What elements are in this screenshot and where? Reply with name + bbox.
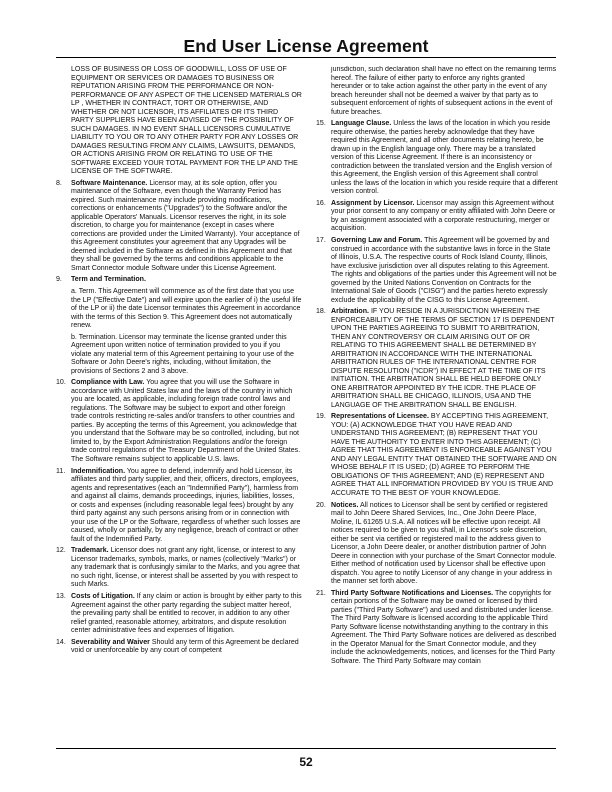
section-number: 13. <box>56 593 66 600</box>
section-text: Licensor does not grant any right, license, or interest to any Licensor trademarks, symbols, marks, or names (collectively "Marks") or any trademark that is confusingly similar to the Marks, and you agree that no such right, license, or interest shall be asserted by you with respect to such Marks. <box>71 547 300 589</box>
section-number: 16. <box>316 199 326 207</box>
section-text: Unless the laws of the location in which you reside require otherwise, the parties hereby acknowledge that they have required this Agreement, and all other documents relating hereto, be drawn up in the English language only. There may be a translated version of this License Agreement. If there is an inconsistency or contradiction between the translated version and the English version of this Agreement, the English version of this Agreement shall control unless the laws of the location in which you reside require that a different version control. <box>331 120 558 196</box>
section-17 <box>316 237 558 305</box>
section-number: 21. <box>316 589 326 597</box>
section-text: You agree to defend, indemnify and hold Licensor, its affiliates and third party supplier, and their, officers, directors, employees, agents and representatives (each an "Indemnified Party"), harmless from and against all claims, demands proceedings, injuries, liabilities, losses, or costs and expenses (including reasonable legal fees) brought by any third party against any such persons arising from or in connection with your use of the LP or the Software, regardless of whether such losses are caused, wholly or partially, by any negligence, breach of contract or other fault of the Indemnified Party. <box>71 467 301 543</box>
section-number: 20. <box>316 501 326 509</box>
section-number: 11. <box>56 467 66 475</box>
section-11 <box>56 468 302 545</box>
right-column <box>316 66 558 744</box>
section-heading: Compliance with Law. <box>71 379 145 387</box>
section-20 <box>316 502 558 587</box>
section-heading: Arbitration. <box>331 308 369 316</box>
section-heading: Language Clause. <box>331 120 392 128</box>
section-21 <box>316 590 558 667</box>
section-heading: Third Party Software Notifications and Licenses. <box>331 589 494 597</box>
section-heading: Indemnification. <box>71 467 126 475</box>
section-heading: Notices. <box>331 501 359 509</box>
section-text: You agree that you will use the Software in accordance with United States law and the laws of the country in which you are located, as applicable, including foreign trade control laws and regulations. The Software may be subject to export and other foreign trade controls restricting re-sales and/or transfers to other countries and parties. By accepting the terms of this Agreement, you acknowledge that you understand that the Software may be so controlled, including, but not limited to, by the Export Administration Regulations and/or the foreign trade control regulations of the Treasury Department of the United States. The Software remains subject to applicable U.S. laws. <box>71 379 301 463</box>
section-15 <box>316 120 558 197</box>
section-16 <box>316 200 558 234</box>
section-text: The copyrights for certain portions of the Software may be owned or licensed by third parties ("Third Party Software") and used and distributed under license. The Third Party Software is licensed according to the applicable Third Party Software license notwithstanding anything to the contrary in this Agreement. The Third Party Software notices are delivered as described in the Operator Manual for the Smart Connector module, and they include the acknowledgements, notices, and licenses for the Third Party Software. The Third Party Software may contain <box>331 589 557 665</box>
section-19 <box>316 413 558 498</box>
section-heading: Trademark. <box>71 547 109 555</box>
section-number: 9. <box>56 276 62 284</box>
page-number: 52 <box>299 755 313 769</box>
section-number: 14. <box>56 638 66 646</box>
section-text: All notices to Licensor shall be sent by certified or registered mail to John Deere Shared Services, Inc., One John Deere Place, Moline, IL 61265 U.S.A. All notices will be effective upon receipt. All notices required to be given to you shall, in Licensor's sole discretion, either be sent via certified or registered mail to the address given to Licensor, a John Deere dealer, or another distribution partner of John Deere in connection with your purchase of the Smart Connector module. Either method of notification used by Licensor shall be effective upon dispatch. You agree to notify Licensor of any change in your address in the manner set forth above. <box>331 501 557 586</box>
section-text: IF YOU RESIDE IN A JURISDICTION WHEREIN THE ENFORCEABILITY OF THE TERMS OF SECTION 17 IS DEPENDENT UPON THE PARTIES AGREEING TO SUBMIT TO ARBITRATION, THEN ANY CONTROVERSY OR CLAIM ARISING OUT OF OR RELATING TO THIS AGREEMENT SHALL BE DETERMINED BY ARBITRATION IN ACCORDANCE WITH THE INTERNATIONAL ARBITRATION RULES OF THE INTERNATIONAL CENTRE FOR DISPUTE RESOLUTION ("ICDR") IN EFFECT AT THE TIME OF ITS INITIATION. THE ARBITRATION SHALL BE HELD BEFORE ONLY ONE ARBITRATOR APPOINTED BY THE ICDR. THE PLACE OF ARBITRATION SHALL BE CHICAGO, ILLINOIS, USA AND THE LANGUAGE OF THE ARBITRATION SHALL BE ENGLISH. <box>331 308 555 409</box>
section-text: Licensor may assign this Agreement without your prior consent to any company or entity affiliated with John Deere or by an assignment associated with a corporate restructuring, merger or acquisition. <box>331 199 556 233</box>
section-text: If any claim or action is brought by either party to this Agreement against the other party regarding the subject matter hereof, the prevailing party shall be entitled to recover, in addition to any other relief granted, reasonable attorney, arbitrators, and dispute resolution center administrative fees and expenses of litigation. <box>71 593 302 634</box>
section-text: Should any term of this Agreement be declared void or unenforceable by any court of competent <box>71 638 299 655</box>
section-18 <box>316 308 558 410</box>
section-heading: Severability and Waiver <box>71 638 150 646</box>
section-heading: Costs of Litigation. <box>71 593 135 600</box>
section-text: This Agreement will be governed by and construed in accordance with the substantive laws in force in the State of Illinois, U.S.A. The respective courts of Rock Island County, Illinois, have exclusive jurisdiction over all disputes relating to this Agreement. The rights and obligations of the parties under this Agreement will not be governed by the United Nations Convention on Contracts for the International Sale of Goods ("CISG") and the parties hereto expressly exclude the applicability of the CISG to this License Agreement. <box>331 237 557 304</box>
section-number: 15. <box>316 120 326 128</box>
subsection-termination: b. Termination. Licensor may terminate the license granted under this Agreement upon written notice of termination provided to you if you violate any material term of this Agreement pertaining to your use of the Software or John Deere's rights, including, without limitation, the provisions of Sections 2 and 3 above. <box>71 333 294 375</box>
section-number: 19. <box>316 413 326 421</box>
section-9 <box>56 276 302 376</box>
section-number: 10. <box>56 379 66 387</box>
continued-paragraph: LOSS OF BUSINESS OR LOSS OF GOODWILL, LOSS OF USE OF EQUIPMENT OR SERVICES OR DAMAGES TO BUSINESS OR REPUTATION ARISING FROM THE PERFORMANCE OR NON-PERFORMANCE OF ANY ASPECT OF THE LICENSED MATERIALS OR LP , WHETHER IN CONTRACT, TORT OR OTHERWISE, AND WHETHER OR NOT LICENSOR, ITS AFFILIATES OR ITS THIRD PARTY SUPPLIERS HAVE BEEN ADVISED OF THE POSSIBILITY OF SUCH DAMAGES. IN NO EVENT SHALL LICENSORS CUMULATIVE LIABILITY TO YOU OR TO ANY OTHER PARTY FOR ANY LOSSES OR DAMAGES RESULTING FROM ANY CLAIMS, LAWSUITS, DEMANDS, OR ACTIONS ARISING FROM OR RELATING TO USE OF THE SOFTWARE EXCEED YOUR TOTAL PAYMENT FOR THE LP AND THE LICENSE OF THE SOFTWARE. <box>71 66 302 175</box>
section-heading: Term and Termination. <box>71 276 146 284</box>
continued-paragraph: jurisdiction, such declaration shall have no effect on the remaining terms hereof. The failure of either party to enforce any rights granted hereunder or to take action against the other party in the event of any breach hereunder shall not be deemed a waiver by that party as to subsequent enforcement of rights of subsequent actions in the event of future breaches. <box>331 66 557 116</box>
page-title: End User License Agreement <box>183 36 429 56</box>
section-8 <box>56 180 302 274</box>
section-12 <box>56 547 302 590</box>
header-rule <box>56 57 556 58</box>
section-heading: Assignment by Licensor. <box>331 199 415 207</box>
section-13 <box>56 593 302 636</box>
section-number: 8. <box>56 179 62 187</box>
left-column <box>56 66 302 744</box>
subsection-term: a. Term. This Agreement will commence as of the first date that you use the LP ("Effective Date") and will expire upon the earlier of i) the useful life of the LP or ii) the date Licensor terminates this Agreement in accordance with the terms of this Section 9. This Agreement does not automatically renew. <box>71 288 302 330</box>
section-heading: Representations of Licensee. <box>331 413 429 421</box>
section-14 <box>56 639 302 656</box>
section-10 <box>56 379 302 464</box>
footer-rule <box>56 748 556 749</box>
section-heading: Governing Law and Forum. <box>331 237 423 245</box>
section-number: 17. <box>316 237 326 245</box>
section-number: 12. <box>56 547 66 555</box>
section-number: 18. <box>316 308 326 316</box>
section-heading: Software Maintenance. <box>71 179 148 187</box>
section-text: BY ACCEPTING THIS AGREEMENT, YOU: (A) ACKNOWLEDGE THAT YOU HAVE READ AND UNDERSTAND THIS AGREEMENT; (B) REPRESENT THAT YOU HAVE THE AUTHORITY TO ENTER INTO THIS AGREEMENT; (C) AGREE THAT THIS AGREEMENT IS ENFORCEABLE AGAINST YOU AND ANY LEGAL ENTITY THAT OBTAINED THE SOFTWARE AND ON WHOSE BEHALF IT IS USED; (D) AGREE TO PERFORM THE OBLIGATIONS OF THIS AGREEMENT; AND (E) REPRESENT AND AGREE THAT ALL INFORMATION PROVIDED BY YOU IS TRUE AND ACCURATE TO THE BEST OF YOUR KNOWLEDGE. <box>331 413 557 497</box>
section-text: Licensor may, at its sole option, offer you maintenance of the Software, even though the Warranty Period has expired. Such maintenance may include providing modifications, corrections or enhancements ("Upgrades") to the Software and/or the applicable Operators' Manuals. Licensor reserves the right, in its sole discretion, to charge you for maintenance (except in cases where corrections are provided under the Limited Warranty). Your acceptance of this Agreement constitutes your agreement that any Upgrades will be deemed included in the Software as defined in this Agreement and that they shall be governed by the terms and conditions applicable to the Smart Connector module Software under this License Agreement. <box>71 179 300 272</box>
